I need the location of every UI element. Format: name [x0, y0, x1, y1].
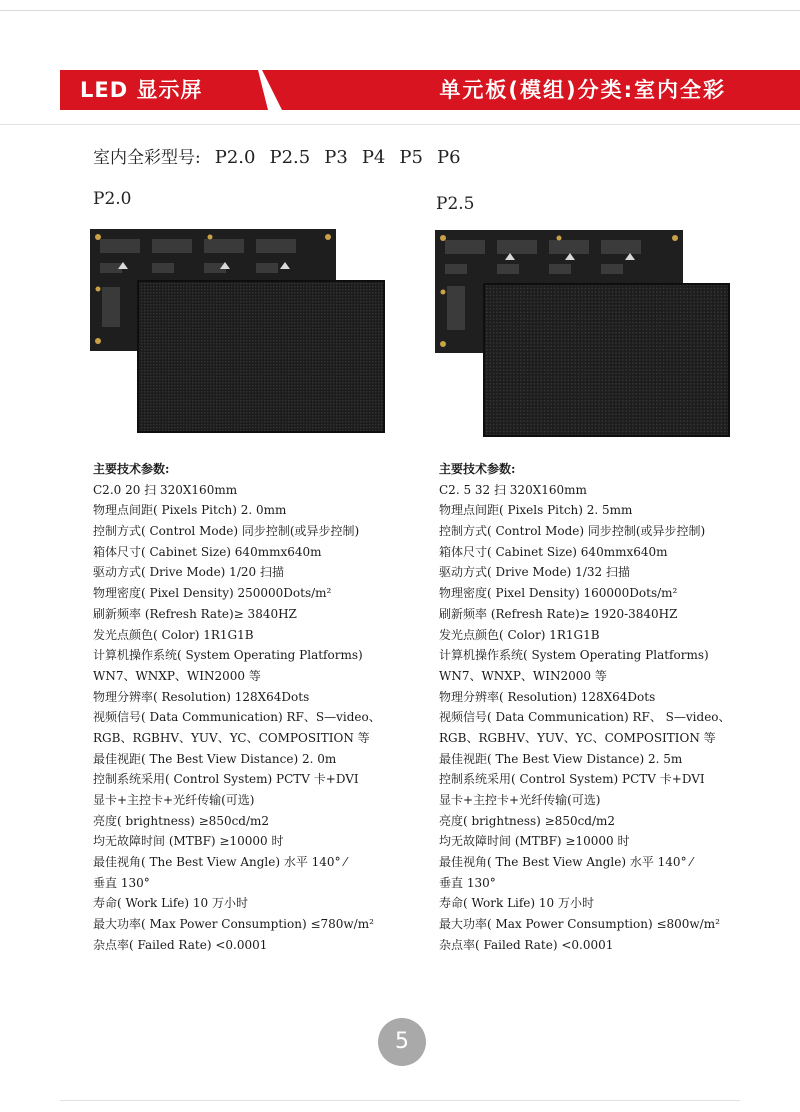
spec-line: 控制方式( Control Mode) 同步控制(或异步控制) [93, 524, 360, 539]
p20-spec-list [93, 459, 423, 956]
model-item: P3 [324, 147, 348, 168]
models-label: 室内全彩型号: [93, 148, 201, 168]
spec-line: 均无故障时间 (MTBF) ≥10000 时 [93, 834, 284, 849]
spec-line: 亮度( brightness) ≥850cd/m2 [93, 813, 270, 828]
models-title [93, 143, 461, 168]
page-number: 5 [378, 1018, 426, 1066]
spec-line: 均无故障时间 (MTBF) ≥10000 时 [439, 834, 630, 849]
spec-line: 物理密度( Pixel Density) 250000Dots/m² [93, 586, 332, 601]
spec-line: RGB、RGBHV、YUV、YC、COMPOSITION 等 [93, 730, 370, 745]
spec-line: 驱动方式( Drive Mode) 1/32 扫描 [439, 565, 630, 580]
spec-line: 亮度( brightness) ≥850cd/m2 [439, 813, 616, 828]
p20-module-photo [90, 229, 390, 435]
spec-line: 视频信号( Data Communication) RF、 S—video、 [439, 710, 731, 725]
spec-line: 发光点颜色( Color) 1R1G1B [93, 627, 254, 642]
header-right-title: 单元板(模组)分类:室内全彩 [439, 78, 726, 102]
spec-line: 垂直 130° [439, 875, 496, 890]
module-led-face [138, 281, 384, 432]
spec-line: C2.0 20 扫 320X160mm [93, 482, 238, 497]
spec-line: 物理分辨率( Resolution) 128X64Dots [93, 689, 310, 704]
spec-line: WN7、WNXP、WIN2000 等 [93, 668, 261, 683]
model-item: P2.5 [269, 147, 311, 168]
spec-line: 主要技术参数: [93, 462, 170, 476]
spec-line: 寿命( Work Life) 10 万小时 [439, 896, 594, 911]
spec-line: 主要技术参数: [439, 462, 516, 476]
p25-module-photo [435, 230, 735, 438]
spec-line: 视频信号( Data Communication) RF、S—video、 [93, 710, 381, 725]
module-led-face [484, 284, 729, 436]
spec-line: 显卡+主控卡+光纤传输(可选) [93, 793, 255, 807]
header-left-title: LED 显示屏 [80, 78, 203, 102]
spec-line: 物理分辨率( Resolution) 128X64Dots [439, 689, 656, 704]
spec-line: 杂点率( Failed Rate) <0.0001 [439, 937, 614, 952]
spec-line: 垂直 130° [93, 875, 150, 890]
spec-line: 控制系统采用( Control System) PCTV 卡+DVI [439, 772, 705, 787]
spec-line: WN7、WNXP、WIN2000 等 [439, 668, 607, 683]
model-item: P4 [361, 147, 386, 168]
spec-line: 显卡+主控卡+光纤传输(可选) [439, 793, 601, 807]
top-rule [0, 10, 800, 11]
model-item: P2.0 [214, 147, 256, 168]
spec-line: 驱动方式( Drive Mode) 1/20 扫描 [93, 565, 284, 580]
spec-line: 控制系统采用( Control System) PCTV 卡+DVI [93, 772, 359, 787]
product-label-p25: P2.5 [436, 194, 475, 214]
spec-line: 最佳视距( The Best View Distance) 2. 0m [93, 751, 337, 766]
spec-line: 物理密度( Pixel Density) 160000Dots/m² [439, 586, 678, 601]
spec-line: 最佳视角( The Best View Angle) 水平 140° ⁄ [439, 855, 693, 870]
spec-line: 最大功率( Max Power Consumption) ≤800w/m² [439, 917, 720, 932]
spec-line: 控制方式( Control Mode) 同步控制(或异步控制) [439, 524, 706, 539]
spec-line: 最大功率( Max Power Consumption) ≤780w/m² [93, 917, 374, 932]
spec-line: 箱体尺寸( Cabinet Size) 640mmx640m [93, 544, 322, 559]
model-item: P5 [399, 147, 423, 168]
p25-spec-list [439, 459, 769, 956]
spec-line: 最佳视角( The Best View Angle) 水平 140° ⁄ [93, 855, 347, 870]
model-item: P6 [436, 147, 461, 168]
spec-line: RGB、RGBHV、YUV、YC、COMPOSITION 等 [439, 730, 716, 745]
bottom-rule [60, 1100, 740, 1101]
spec-line: 箱体尺寸( Cabinet Size) 640mmx640m [439, 544, 668, 559]
spec-line: 物理点间距( Pixels Pitch) 2. 5mm [439, 503, 633, 518]
header-divider [0, 124, 800, 125]
spec-line: 寿命( Work Life) 10 万小时 [93, 896, 248, 911]
spec-line: 物理点间距( Pixels Pitch) 2. 0mm [93, 503, 287, 518]
spec-line: 刷新频率 (Refresh Rate)≥ 1920-3840HZ [439, 606, 678, 621]
spec-line: 发光点颜色( Color) 1R1G1B [439, 627, 600, 642]
spec-line: 最佳视距( The Best View Distance) 2. 5m [439, 751, 683, 766]
spec-line: 杂点率( Failed Rate) <0.0001 [93, 937, 268, 952]
spec-line: 计算机操作系统( System Operating Platforms) [93, 648, 363, 663]
product-label-p20: P2.0 [93, 189, 132, 209]
spec-line: 计算机操作系统( System Operating Platforms) [439, 648, 709, 663]
spec-line: 刷新频率 (Refresh Rate)≥ 3840HZ [93, 606, 297, 621]
spec-line: C2. 5 32 扫 320X160mm [439, 482, 587, 497]
